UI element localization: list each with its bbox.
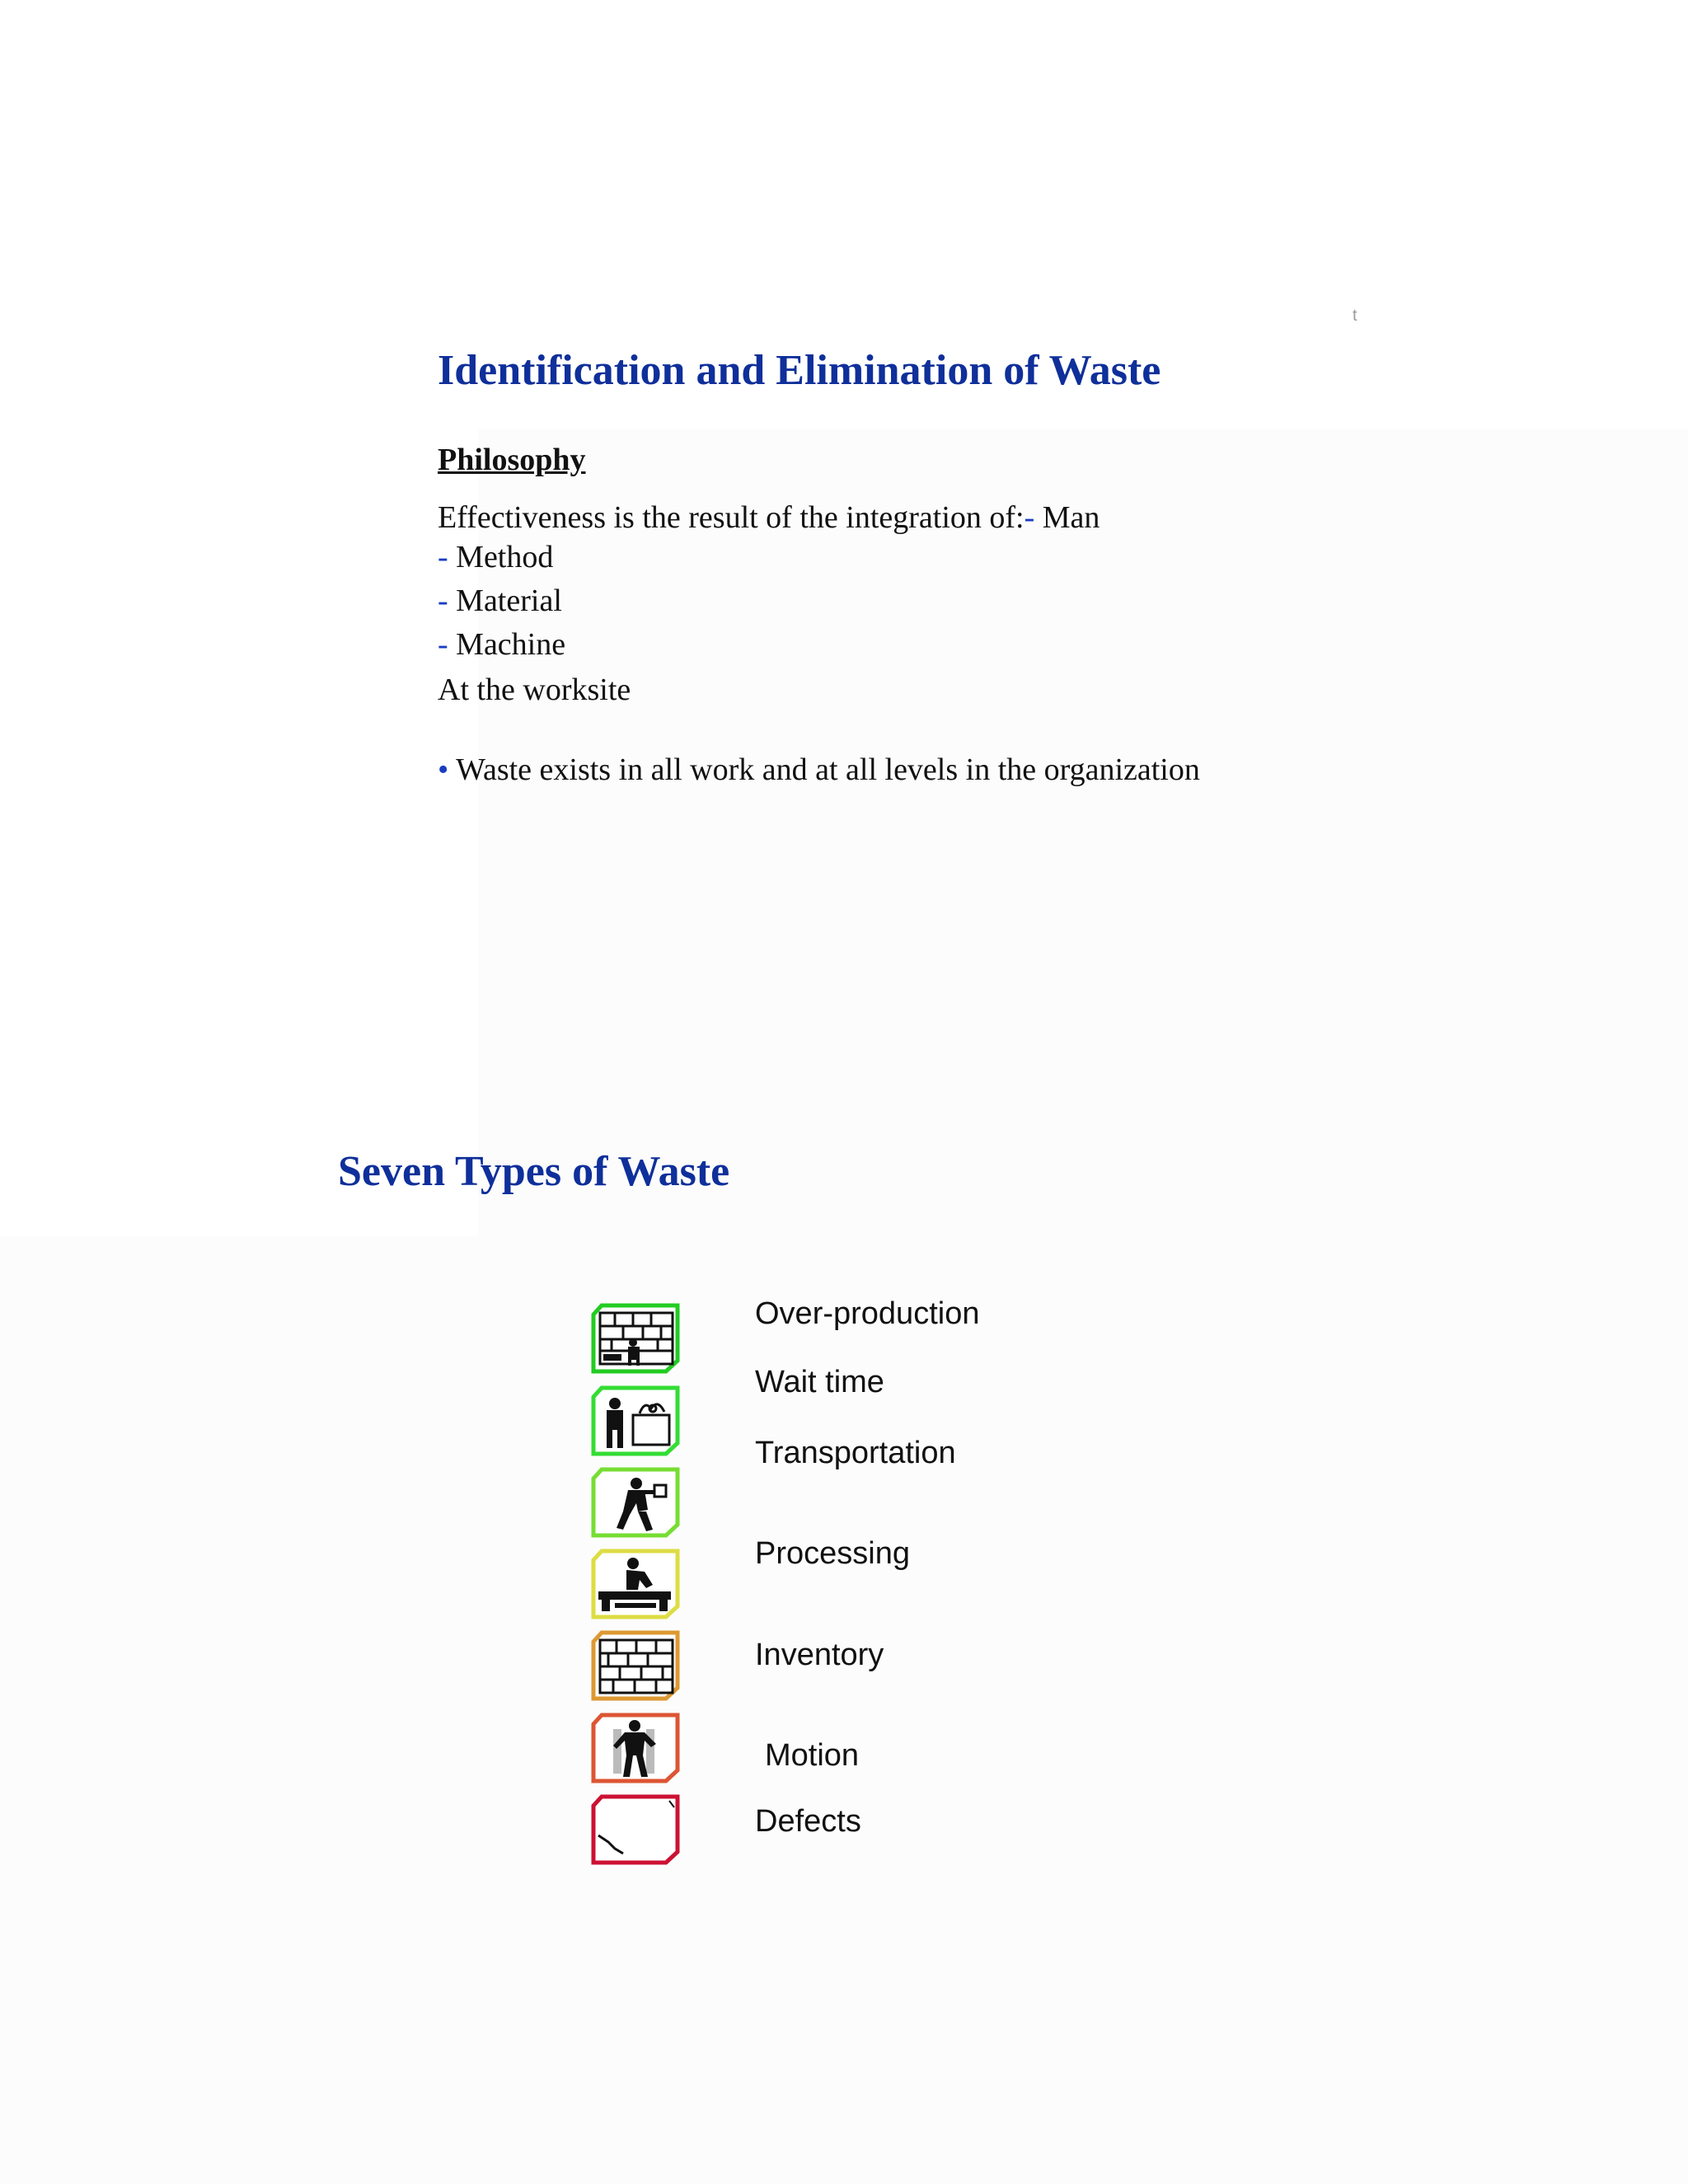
closing-line: At the worksite	[438, 673, 631, 707]
list-item-machine-line	[438, 626, 565, 663]
philosophy-intro-line	[438, 499, 1100, 536]
list-dash: -	[438, 627, 457, 662]
waste-label-processing: Processing	[755, 1536, 910, 1571]
bullet-text: Waste exists in all work and at all levels in the organization	[456, 752, 1200, 787]
machining-worker-icon	[590, 1549, 681, 1619]
list-item-method: Method	[456, 540, 554, 574]
waste-label-over-production: Over-production	[755, 1296, 980, 1331]
philosophy-heading: Philosophy	[438, 443, 586, 477]
waste-label-transportation: Transportation	[755, 1436, 956, 1470]
moving-worker-icon	[590, 1713, 681, 1783]
list-item-machine: Machine	[456, 627, 566, 662]
list-dash: -	[438, 583, 457, 618]
waste-label-defects: Defects	[755, 1804, 861, 1839]
philosophy-intro: Effectiveness is the result of the integration of:	[438, 500, 1025, 535]
list-item-man: Man	[1042, 500, 1100, 535]
waste-label-wait-time: Wait time	[755, 1365, 884, 1399]
bullet-line	[438, 752, 1200, 788]
waste-label-inventory: Inventory	[755, 1638, 884, 1672]
stacked-boxes-worker-icon	[590, 1303, 681, 1374]
list-dash: -	[1024, 500, 1043, 535]
list-item-material-line	[438, 583, 562, 619]
bullet-icon: •	[438, 752, 449, 787]
list-item-method-line	[438, 539, 553, 575]
page-title: Identification and Elimination of Waste	[438, 347, 1161, 394]
waste-label-motion: Motion	[765, 1738, 860, 1773]
stacked-boxes-icon	[590, 1630, 681, 1701]
list-item-material: Material	[456, 583, 562, 618]
corner-mark: t	[1353, 307, 1357, 325]
list-dash: -	[438, 540, 457, 574]
waiting-worker-icon	[590, 1385, 681, 1456]
seven-types-heading: Seven Types of Waste	[338, 1148, 730, 1195]
carrying-worker-icon	[590, 1467, 681, 1538]
defect-icon	[590, 1794, 681, 1865]
